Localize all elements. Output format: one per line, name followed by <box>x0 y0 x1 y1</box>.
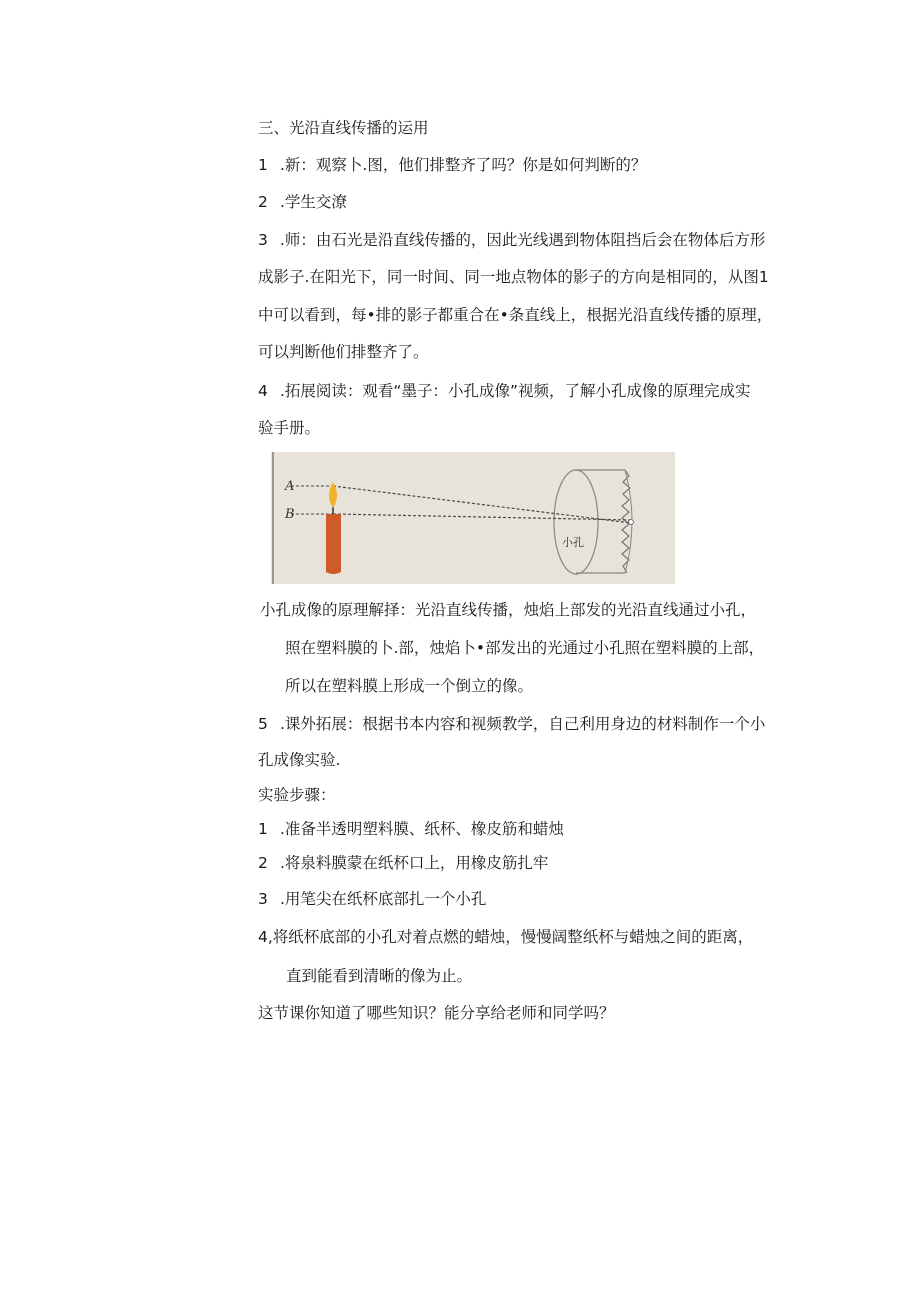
list-item <box>258 230 765 250</box>
item-text: .拓展阅读：观看“墨子：小孔成像”视频，了解小孔成像的原理完成实 <box>280 382 751 400</box>
paragraph-line: 所以在塑料膜上形成一个倒立的像。 <box>285 677 534 695</box>
step-text: .准备半透明塑料膜、纸杯、橡皮筋和蜡烛 <box>280 820 564 838</box>
item-number: 5 <box>258 715 268 733</box>
paragraph-line: 中可以看到，每•排的影子都重合在•条直线上，根据光沿直线传播的原理， <box>258 306 773 324</box>
label-b: B <box>285 507 295 522</box>
step-item <box>258 819 564 839</box>
step-item <box>258 889 486 909</box>
candle-body <box>326 514 341 574</box>
list-item <box>258 192 347 212</box>
paragraph-line: 直到能看到清晰的像为止。 <box>286 967 473 985</box>
list-item <box>258 155 646 175</box>
item-number: 2 <box>258 193 268 211</box>
item-text: .课外拓展：根据书本内容和视频教学，自己利用身边的材料制作一个小 <box>280 715 766 733</box>
item-text: .学生交潦 <box>280 193 347 211</box>
step-text: .将泉料膜蒙在纸杯口上，用橡皮筋扎牢 <box>280 854 549 872</box>
paragraph-line: 小孔成像的原理解择：光沿直线传播，烛焰上部发的光沿直线通过小孔， <box>260 601 757 619</box>
pinhole-figure <box>271 452 675 584</box>
step-number: 1 <box>258 820 268 838</box>
label-a: A <box>285 479 295 494</box>
closing-question: 这节课你知道了哪些知识？能分享给老师和同学吗？ <box>258 1004 615 1022</box>
item-text: .新：观察卜.图，他们排整齐了吗？你是如何判断的？ <box>280 156 647 174</box>
item-text: .师：由石光是沿直线传播的，因此光线遇到物体阻挡后会在物体后方形 <box>280 231 766 249</box>
hole-label: 小孔 <box>562 536 584 549</box>
item-number: 1 <box>258 156 268 174</box>
item-number: 4 <box>258 382 268 400</box>
pinhole <box>629 520 634 525</box>
paragraph-line: 可以判断他们排整齐了。 <box>258 343 429 361</box>
step-text: .用笔尖在纸杯底部扎一个小孔 <box>280 890 487 908</box>
paragraph-line: 验手册。 <box>258 419 321 437</box>
paragraph-line: 孔成像实验. <box>258 751 341 769</box>
list-item <box>258 714 765 734</box>
paragraph-line: 照在塑料膜的卜.部，烛焰卜•部发出的光通过小孔照在塑料膜的上部， <box>285 639 765 657</box>
list-item <box>258 381 751 401</box>
paragraph-line: 成影子.在阳光下，同一时间、同一地点物体的影子的方向是相同的，从图1 <box>258 268 769 286</box>
step-number: 2 <box>258 854 268 872</box>
item-number: 3 <box>258 231 268 249</box>
section-title: 三、光沿直线传播的运用 <box>258 119 429 137</box>
step-item <box>258 853 548 873</box>
step-number: 3 <box>258 890 268 908</box>
step-item: 4,将纸杯底部的小孔对着点燃的蜡烛，慢慢阔整纸杯与蜡烛之间的距离， <box>258 928 754 946</box>
steps-title: 实验步骤： <box>258 786 336 804</box>
